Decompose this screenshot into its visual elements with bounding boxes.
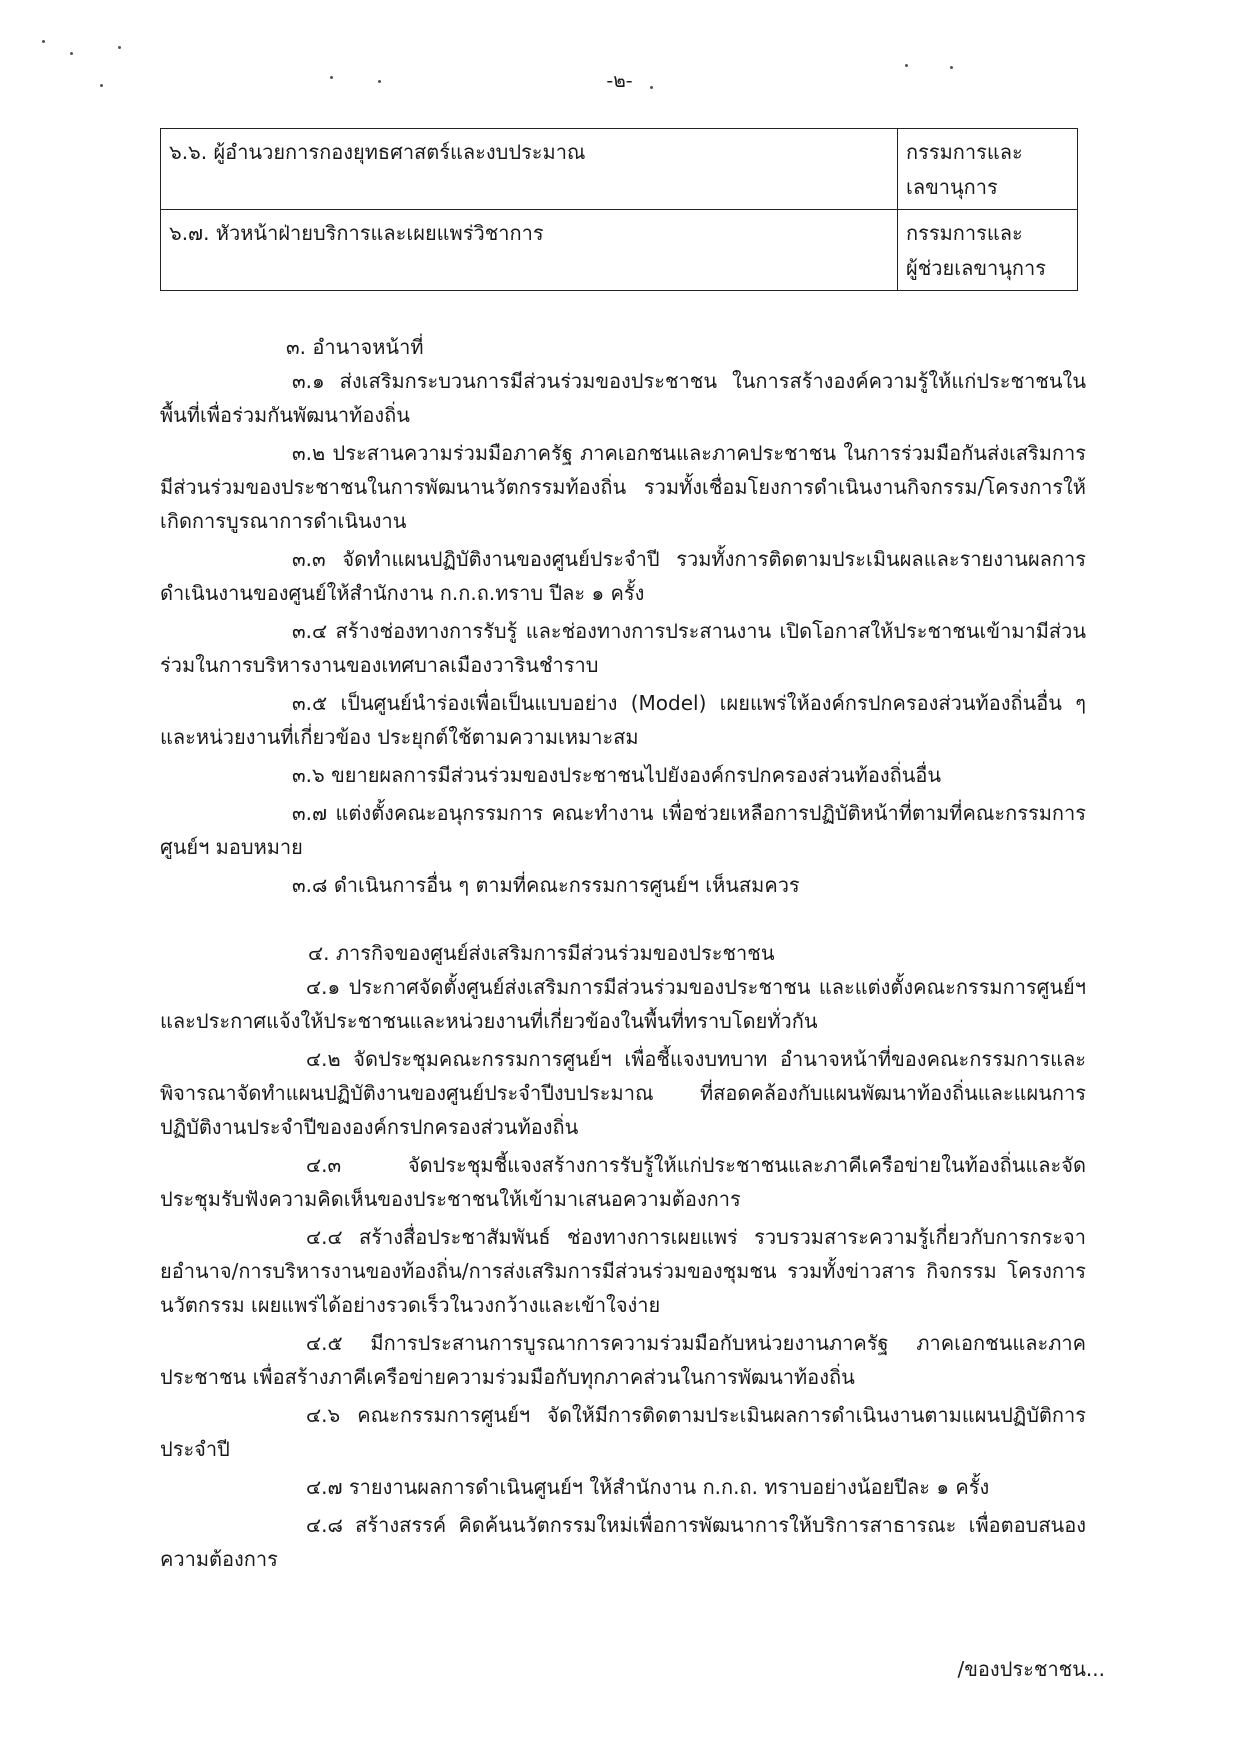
role-cell <box>898 129 1078 210</box>
role-line: ผู้ช่วยเลขานุการ <box>906 256 1046 280</box>
list-item: ๓.๕ เป็นศูนย์นำร่องเพื่อเป็นแบบอย่าง (Model) เผยแพร่ให้องค์กรปกครองส่วนท้องถิ่นอื่น ๆ และหน่วยงานที่เกี่ยวข้อง ประยุกต์ใช้ตามความเหมาะสม <box>160 691 1086 749</box>
list-item: ๓.๖ ขยายผลการมีส่วนร่วมของประชาชนไปยังองค์กรปกครองส่วนท้องถิ่นอื่น <box>292 763 942 787</box>
role-line: เลขานุการ <box>906 175 998 199</box>
list-item: ๔.๖ คณะกรรมการศูนย์ฯ จัดให้มีการติดตามประเมินผลการดำเนินงานตามแผนปฏิบัติการประจำปี <box>160 1403 1086 1461</box>
scan-speck <box>118 46 121 49</box>
scan-speck <box>70 52 73 55</box>
list-item: ๓.๗ แต่งตั้งคณะอนุกรรมการ คณะทำงาน เพื่อช่วยเหลือการปฏิบัติหน้าที่ตามที่คณะกรรมการศูนย์ฯ มอบหมาย <box>160 801 1086 859</box>
list-item: ๓.๘ ดำเนินการอื่น ๆ ตามที่คณะกรรมการศูนย์ฯ เห็นสมควร <box>292 873 800 897</box>
role-line: กรรมการและ <box>906 221 1023 245</box>
list-item: ๔.๒ จัดประชุมคณะกรรมการศูนย์ฯ เพื่อชี้แจงบทบาท อำนาจหน้าที่ของคณะกรรมการและพิจารณาจัดทำแผนปฏิบัติงานของศูนย์ประจำปีงบประมาณ ที่สอดคล้องกับแผนพัฒนาท้องถิ่นและแผนการปฏิบัติงานประจำปีขององค์กรปกครองส่วนท้องถิ่น <box>160 1047 1086 1139</box>
list-item: ๔.๗ รายงานผลการดำเนินศูนย์ฯ ให้สำนักงาน ก.ก.ถ. ทราบอย่างน้อยปีละ ๑ ครั้ง <box>306 1475 990 1499</box>
list-item: ๔.๘ สร้างสรรค์ คิดค้นนวัตกรรมใหม่เพื่อการพัฒนาการให้บริการสาธารณะ เพื่อตอบสนองความต้องการ <box>160 1513 1086 1571</box>
role-cell <box>898 210 1078 291</box>
list-item: ๓.๒ ประสานความร่วมมือภาครัฐ ภาคเอกชนและภาคประชาชน ในการร่วมมือกันส่งเสริมการมีส่วนร่วมของประชาชนในการพัฒนานวัตกรรมท้องถิ่น รวมทั้งเชื่อมโยงการดำเนินงานกิจกรรม/โครงการให้เกิดการบูรณาการดำเนินงาน <box>160 441 1086 533</box>
list-item: ๓.๔ สร้างช่องทางการรับรู้ และช่องทางการประสานงาน เปิดโอกาสให้ประชาชนเข้ามามีส่วนร่วมในการบริหารงานของเทศบาลเมืองวารินชำราบ <box>160 619 1086 677</box>
list-item: ๔.๑ ประกาศจัดตั้งศูนย์ส่งเสริมการมีส่วนร่วมของประชาชน และแต่งตั้งคณะกรรมการศูนย์ฯและประกาศแจ้งให้ประชาชนและหน่วยงานที่เกี่ยวข้องในพื้นที่ทราบโดยทั่วกัน <box>160 975 1086 1033</box>
table-row <box>161 129 1078 210</box>
member-cell: ๖.๖. ผู้อำนวยการกองยุทธศาสตร์และงบประมาณ <box>161 129 898 210</box>
list-item: ๔.๓ จัดประชุมชี้แจงสร้างการรับรู้ให้แก่ประชาชนและภาคีเครือข่ายในท้องถิ่นและจัดประชุมรับฟังความคิดเห็นของประชาชนให้เข้ามาเสนอความต้องการ <box>160 1153 1086 1211</box>
section-heading: ๔. ภารกิจของศูนย์ส่งเสริมการมีส่วนร่วมของประชาชน <box>308 941 775 965</box>
document-body <box>160 330 1086 1580</box>
page-number: -๒- <box>606 70 633 92</box>
committee-table <box>160 128 1078 291</box>
table-row <box>161 210 1078 291</box>
scan-speck <box>42 40 45 43</box>
continuation-text: /ของประชาชน... <box>957 1657 1105 1681</box>
section-heading: ๓. อำนาจหน้าที่ <box>286 335 424 359</box>
list-item: ๓.๑ ส่งเสริมกระบวนการมีส่วนร่วมของประชาชน ในการสร้างองค์ความรู้ให้แก่ประชาชนในพื้นที่เพื่อร่วมกันพัฒนาท้องถิ่น <box>160 369 1086 427</box>
role-line: กรรมการและ <box>906 140 1023 164</box>
list-item: ๔.๔ สร้างสื่อประชาสัมพันธ์ ช่องทางการเผยแพร่ รวบรวมสาระความรู้เกี่ยวกับการกระจายอำนาจ/การบริหารงานของท้องถิ่น/การส่งเสริมการมีส่วนร่วมของชุมชน รวมทั้งข่าวสาร กิจกรรม โครงการนวัตกรรม เผยแพร่ได้อย่างรวดเร็วในวงกว้างและเข้าใจง่าย <box>160 1225 1086 1317</box>
member-cell: ๖.๗. หัวหน้าฝ่ายบริการและเผยแพร่วิชาการ <box>161 210 898 291</box>
list-item: ๓.๓ จัดทำแผนปฏิบัติงานของศูนย์ประจำปี รวมทั้งการติดตามประเมินผลและรายงานผลการดำเนินงานของศูนย์ให้สำนักงาน ก.ก.ถ.ทราบ ปีละ ๑ ครั้ง <box>160 547 1086 605</box>
list-item: ๔.๕ มีการประสานการบูรณาการความร่วมมือกับหน่วยงานภาครัฐ ภาคเอกชนและภาคประชาชน เพื่อสร้างภาคีเครือข่ายความร่วมมือกับทุกภาคส่วนในการพัฒนาท้องถิ่น <box>160 1331 1086 1389</box>
